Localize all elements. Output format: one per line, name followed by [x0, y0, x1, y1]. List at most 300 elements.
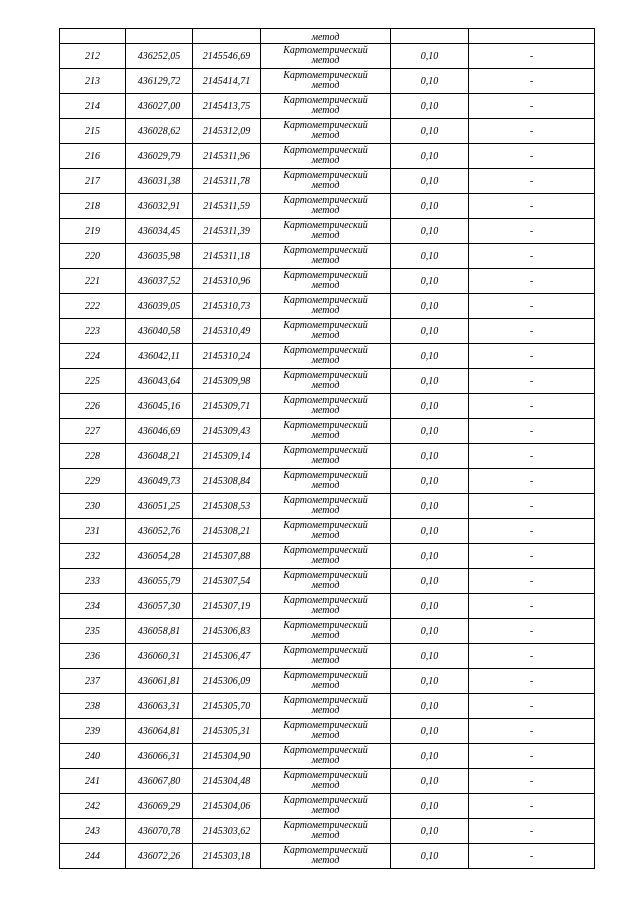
point-number-cell: 243 [60, 819, 126, 844]
method-line-2: метод [311, 580, 340, 591]
method-line-2: метод [311, 805, 340, 816]
method-line-1: Картометрический [283, 420, 368, 431]
point-number-cell: 236 [60, 644, 126, 669]
x-coordinate-cell: 436069,29 [126, 794, 193, 819]
method-cell [261, 69, 391, 94]
note-cell: - [469, 669, 595, 694]
method-cell [261, 194, 391, 219]
x-coordinate-cell: 436037,52 [126, 269, 193, 294]
method-cell [261, 719, 391, 744]
method-line-1: Картометрический [283, 545, 368, 556]
method-cell [261, 544, 391, 569]
table-row [60, 469, 595, 494]
y-coordinate-cell: 2145310,96 [193, 269, 261, 294]
method-cell [261, 619, 391, 644]
method-cell [261, 794, 391, 819]
table-row [60, 669, 595, 694]
y-coordinate-cell: 2145414,71 [193, 69, 261, 94]
method-line-2: метод [311, 355, 340, 366]
point-number-cell: 223 [60, 319, 126, 344]
point-number-cell: 225 [60, 369, 126, 394]
method-line-2: метод [311, 280, 340, 291]
table-row [60, 119, 595, 144]
method-line-1: Картометрический [283, 845, 368, 856]
method-line-1: Картометрический [283, 820, 368, 831]
precision-cell: 0,10 [391, 294, 469, 319]
point-number-cell: 238 [60, 694, 126, 719]
precision-cell: 0,10 [391, 244, 469, 269]
method-cell [261, 29, 391, 44]
precision-cell: 0,10 [391, 744, 469, 769]
y-coordinate-cell: 2145311,18 [193, 244, 261, 269]
y-coordinate-cell: 2145546,69 [193, 44, 261, 69]
table-row [60, 194, 595, 219]
table-row [60, 69, 595, 94]
method-cell [261, 494, 391, 519]
method-line-1: Картометрический [283, 295, 368, 306]
note-cell: - [469, 469, 595, 494]
method-line-1: Картометрический [283, 320, 368, 331]
precision-cell: 0,10 [391, 269, 469, 294]
x-coordinate-cell: 436066,31 [126, 744, 193, 769]
table-row [60, 569, 595, 594]
precision-cell: 0,10 [391, 444, 469, 469]
x-coordinate-cell: 436048,21 [126, 444, 193, 469]
table-row [60, 794, 595, 819]
note-cell: - [469, 844, 595, 869]
note-cell: - [469, 69, 595, 94]
x-coordinate-cell: 436252,05 [126, 44, 193, 69]
table-row [60, 769, 595, 794]
method-cell [261, 669, 391, 694]
note-cell: - [469, 694, 595, 719]
method-line-2: метод [311, 130, 340, 141]
precision-cell: 0,10 [391, 44, 469, 69]
precision-cell: 0,10 [391, 794, 469, 819]
method-line-1: Картометрический [283, 395, 368, 406]
method-cell [261, 319, 391, 344]
precision-cell: 0,10 [391, 69, 469, 94]
point-number-cell: 237 [60, 669, 126, 694]
precision-cell: 0,10 [391, 594, 469, 619]
method-line-1: Картометрический [283, 370, 368, 381]
method-line-1: Картометрический [283, 145, 368, 156]
y-coordinate-cell: 2145307,54 [193, 569, 261, 594]
method-cell [261, 569, 391, 594]
method-line-1: Картометрический [283, 220, 368, 231]
point-number-cell: 214 [60, 94, 126, 119]
method-line-2: метод [311, 255, 340, 266]
precision-cell: 0,10 [391, 769, 469, 794]
note-cell: - [469, 244, 595, 269]
y-coordinate-cell: 2145308,21 [193, 519, 261, 544]
y-coordinate-cell: 2145305,70 [193, 694, 261, 719]
note-cell: - [469, 494, 595, 519]
point-number-cell [60, 29, 126, 44]
method-cell [261, 394, 391, 419]
y-coordinate-cell: 2145306,09 [193, 669, 261, 694]
method-line-1: Картометрический [283, 245, 368, 256]
x-coordinate-cell: 436042,11 [126, 344, 193, 369]
note-cell: - [469, 769, 595, 794]
y-coordinate-cell: 2145309,98 [193, 369, 261, 394]
table-row [60, 644, 595, 669]
method-cell [261, 369, 391, 394]
method-line-1: Картометрический [283, 120, 368, 131]
method-cell [261, 44, 391, 69]
method-cell [261, 844, 391, 869]
y-coordinate-cell: 2145308,84 [193, 469, 261, 494]
point-number-cell: 242 [60, 794, 126, 819]
method-line-2: метод [311, 555, 340, 566]
table-row [60, 544, 595, 569]
method-line-2: метод [311, 480, 340, 491]
note-cell: - [469, 219, 595, 244]
method-cell [261, 694, 391, 719]
method-cell [261, 269, 391, 294]
y-coordinate-cell: 2145304,48 [193, 769, 261, 794]
x-coordinate-cell [126, 29, 193, 44]
point-number-cell: 227 [60, 419, 126, 444]
note-cell: - [469, 394, 595, 419]
method-line-2: метод [311, 630, 340, 641]
x-coordinate-cell: 436045,16 [126, 394, 193, 419]
precision-cell: 0,10 [391, 369, 469, 394]
precision-cell: 0,10 [391, 719, 469, 744]
x-coordinate-cell: 436039,05 [126, 294, 193, 319]
note-cell: - [469, 444, 595, 469]
note-cell: - [469, 344, 595, 369]
method-line-1: Картометрический [283, 670, 368, 681]
method-line-2: метод [311, 305, 340, 316]
method-cell [261, 219, 391, 244]
x-coordinate-cell: 436060,31 [126, 644, 193, 669]
y-coordinate-cell: 2145308,53 [193, 494, 261, 519]
note-cell: - [469, 719, 595, 744]
note-cell: - [469, 594, 595, 619]
table-row [60, 594, 595, 619]
precision-cell: 0,10 [391, 519, 469, 544]
table-row [60, 819, 595, 844]
y-coordinate-cell: 2145311,59 [193, 194, 261, 219]
point-number-cell: 228 [60, 444, 126, 469]
y-coordinate-cell: 2145310,24 [193, 344, 261, 369]
method-cell [261, 519, 391, 544]
x-coordinate-cell: 436072,26 [126, 844, 193, 869]
table-row [60, 169, 595, 194]
method-line-2: метод [311, 155, 340, 166]
method-cell [261, 769, 391, 794]
x-coordinate-cell: 436028,62 [126, 119, 193, 144]
y-coordinate-cell: 2145303,18 [193, 844, 261, 869]
point-number-cell: 226 [60, 394, 126, 419]
table-row [60, 244, 595, 269]
table-row [60, 744, 595, 769]
point-number-cell: 221 [60, 269, 126, 294]
x-coordinate-cell: 436032,91 [126, 194, 193, 219]
x-coordinate-cell: 436049,73 [126, 469, 193, 494]
method-cell [261, 94, 391, 119]
point-number-cell: 224 [60, 344, 126, 369]
point-number-cell: 213 [60, 69, 126, 94]
y-coordinate-cell: 2145306,47 [193, 644, 261, 669]
point-number-cell: 219 [60, 219, 126, 244]
table-row [60, 719, 595, 744]
y-coordinate-cell: 2145307,88 [193, 544, 261, 569]
note-cell: - [469, 519, 595, 544]
method-line-2: метод [311, 855, 340, 866]
point-number-cell: 231 [60, 519, 126, 544]
point-number-cell: 215 [60, 119, 126, 144]
note-cell: - [469, 144, 595, 169]
point-number-cell: 240 [60, 744, 126, 769]
table-row [60, 219, 595, 244]
note-cell: - [469, 269, 595, 294]
precision-cell: 0,10 [391, 144, 469, 169]
precision-cell: 0,10 [391, 344, 469, 369]
point-number-cell: 230 [60, 494, 126, 519]
method-line-2: метод [311, 705, 340, 716]
method-cell [261, 244, 391, 269]
note-cell: - [469, 569, 595, 594]
x-coordinate-cell: 436070,78 [126, 819, 193, 844]
precision-cell: 0,10 [391, 94, 469, 119]
method-line-2: метод [311, 780, 340, 791]
x-coordinate-cell: 436129,72 [126, 69, 193, 94]
y-coordinate-cell [193, 29, 261, 44]
method-line-1: Картометрический [283, 770, 368, 781]
note-cell: - [469, 194, 595, 219]
point-number-cell: 218 [60, 194, 126, 219]
table-row [60, 369, 595, 394]
method-line-1: Картометрический [283, 195, 368, 206]
x-coordinate-cell: 436064,81 [126, 719, 193, 744]
note-cell [469, 29, 595, 44]
method-cell [261, 819, 391, 844]
y-coordinate-cell: 2145304,90 [193, 744, 261, 769]
note-cell: - [469, 419, 595, 444]
table-row [60, 394, 595, 419]
note-cell: - [469, 619, 595, 644]
y-coordinate-cell: 2145311,78 [193, 169, 261, 194]
method-line-1: Картометрический [283, 645, 368, 656]
method-line-2: метод [311, 655, 340, 666]
precision-cell: 0,10 [391, 319, 469, 344]
method-line-2: метод [311, 755, 340, 766]
method-line-2: метод [311, 330, 340, 341]
method-line-1: Картометрический [283, 95, 368, 106]
point-number-cell: 222 [60, 294, 126, 319]
precision-cell: 0,10 [391, 119, 469, 144]
x-coordinate-cell: 436034,45 [126, 219, 193, 244]
y-coordinate-cell: 2145310,73 [193, 294, 261, 319]
coordinates-table [59, 28, 595, 869]
note-cell: - [469, 744, 595, 769]
point-number-cell: 234 [60, 594, 126, 619]
method-line-2: метод [311, 405, 340, 416]
x-coordinate-cell: 436055,79 [126, 569, 193, 594]
precision-cell: 0,10 [391, 194, 469, 219]
note-cell: - [469, 169, 595, 194]
x-coordinate-cell: 436052,76 [126, 519, 193, 544]
method-line-1: Картометрический [283, 745, 368, 756]
precision-cell: 0,10 [391, 219, 469, 244]
x-coordinate-cell: 436046,69 [126, 419, 193, 444]
y-coordinate-cell: 2145309,14 [193, 444, 261, 469]
method-line-2: метод [311, 730, 340, 741]
method-cell [261, 594, 391, 619]
y-coordinate-cell: 2145413,75 [193, 94, 261, 119]
point-number-cell: 217 [60, 169, 126, 194]
point-number-cell: 233 [60, 569, 126, 594]
method-line-2: метод [311, 105, 340, 116]
method-line-2: метод [311, 505, 340, 516]
method-line-1: Картометрический [283, 270, 368, 281]
precision-cell: 0,10 [391, 619, 469, 644]
point-number-cell: 229 [60, 469, 126, 494]
table-row [60, 44, 595, 69]
method-line-1: Картометрический [283, 570, 368, 581]
table-row [60, 419, 595, 444]
x-coordinate-cell: 436063,31 [126, 694, 193, 719]
method-line-1: Картометрический [283, 70, 368, 81]
coordinates-table-body [60, 29, 595, 869]
x-coordinate-cell: 436043,64 [126, 369, 193, 394]
point-number-cell: 232 [60, 544, 126, 569]
precision-cell: 0,10 [391, 394, 469, 419]
point-number-cell: 212 [60, 44, 126, 69]
method-line-2: метод [311, 530, 340, 541]
precision-cell: 0,10 [391, 419, 469, 444]
x-coordinate-cell: 436058,81 [126, 619, 193, 644]
method-cell [261, 419, 391, 444]
note-cell: - [469, 644, 595, 669]
x-coordinate-cell: 436057,30 [126, 594, 193, 619]
table-row [60, 844, 595, 869]
method-line-1: Картометрический [283, 170, 368, 181]
precision-cell [391, 29, 469, 44]
method-line-1: Картометрический [283, 470, 368, 481]
method-cell [261, 344, 391, 369]
note-cell: - [469, 319, 595, 344]
x-coordinate-cell: 436067,80 [126, 769, 193, 794]
method-line-1: Картометрический [283, 445, 368, 456]
table-row [60, 144, 595, 169]
note-cell: - [469, 94, 595, 119]
table-row [60, 619, 595, 644]
note-cell: - [469, 119, 595, 144]
method-line-1: Картометрический [283, 45, 368, 56]
precision-cell: 0,10 [391, 569, 469, 594]
method-cell [261, 744, 391, 769]
y-coordinate-cell: 2145309,43 [193, 419, 261, 444]
method-cell [261, 169, 391, 194]
table-row [60, 269, 595, 294]
table-row [60, 319, 595, 344]
note-cell: - [469, 819, 595, 844]
method-cell [261, 469, 391, 494]
point-number-cell: 235 [60, 619, 126, 644]
table-row [60, 494, 595, 519]
precision-cell: 0,10 [391, 669, 469, 694]
method-line-1: Картометрический [283, 620, 368, 631]
precision-cell: 0,10 [391, 644, 469, 669]
y-coordinate-cell: 2145310,49 [193, 319, 261, 344]
method-line-2: метод [311, 455, 340, 466]
x-coordinate-cell: 436061,81 [126, 669, 193, 694]
method-line-1: Картометрический [283, 520, 368, 531]
table-row [60, 519, 595, 544]
table-row [60, 94, 595, 119]
note-cell: - [469, 369, 595, 394]
point-number-cell: 244 [60, 844, 126, 869]
method-line-2: метод [311, 80, 340, 91]
point-number-cell: 216 [60, 144, 126, 169]
method-line-2: метод [311, 430, 340, 441]
precision-cell: 0,10 [391, 469, 469, 494]
method-line-2: метод [311, 680, 340, 691]
precision-cell: 0,10 [391, 169, 469, 194]
precision-cell: 0,10 [391, 694, 469, 719]
method-line-1: Картометрический [283, 695, 368, 706]
y-coordinate-cell: 2145311,39 [193, 219, 261, 244]
x-coordinate-cell: 436031,38 [126, 169, 193, 194]
y-coordinate-cell: 2145305,31 [193, 719, 261, 744]
y-coordinate-cell: 2145307,19 [193, 594, 261, 619]
precision-cell: 0,10 [391, 844, 469, 869]
precision-cell: 0,10 [391, 819, 469, 844]
method-line-1: Картометрический [283, 720, 368, 731]
y-coordinate-cell: 2145312,09 [193, 119, 261, 144]
method-cell [261, 444, 391, 469]
method-cell [261, 294, 391, 319]
method-line-1: Картометрический [283, 495, 368, 506]
note-cell: - [469, 544, 595, 569]
method-line-2: метод [311, 605, 340, 616]
table-row [60, 294, 595, 319]
continued-row [60, 29, 595, 44]
note-cell: - [469, 44, 595, 69]
y-coordinate-cell: 2145309,71 [193, 394, 261, 419]
x-coordinate-cell: 436040,58 [126, 319, 193, 344]
y-coordinate-cell: 2145304,06 [193, 794, 261, 819]
point-number-cell: 241 [60, 769, 126, 794]
note-cell: - [469, 294, 595, 319]
method-line-2: метод [311, 32, 340, 43]
x-coordinate-cell: 436054,28 [126, 544, 193, 569]
x-coordinate-cell: 436027,00 [126, 94, 193, 119]
method-cell [261, 119, 391, 144]
point-number-cell: 220 [60, 244, 126, 269]
method-cell [261, 144, 391, 169]
table-row [60, 694, 595, 719]
method-line-1: Картометрический [283, 595, 368, 606]
method-line-2: метод [311, 830, 340, 841]
method-line-1: Картометрический [283, 795, 368, 806]
note-cell: - [469, 794, 595, 819]
method-line-2: метод [311, 180, 340, 191]
method-line-2: метод [311, 55, 340, 66]
point-number-cell: 239 [60, 719, 126, 744]
y-coordinate-cell: 2145311,96 [193, 144, 261, 169]
method-line-2: метод [311, 230, 340, 241]
method-line-1: Картометрический [283, 345, 368, 356]
method-cell [261, 644, 391, 669]
method-line-2: метод [311, 205, 340, 216]
precision-cell: 0,10 [391, 544, 469, 569]
table-row [60, 444, 595, 469]
precision-cell: 0,10 [391, 494, 469, 519]
